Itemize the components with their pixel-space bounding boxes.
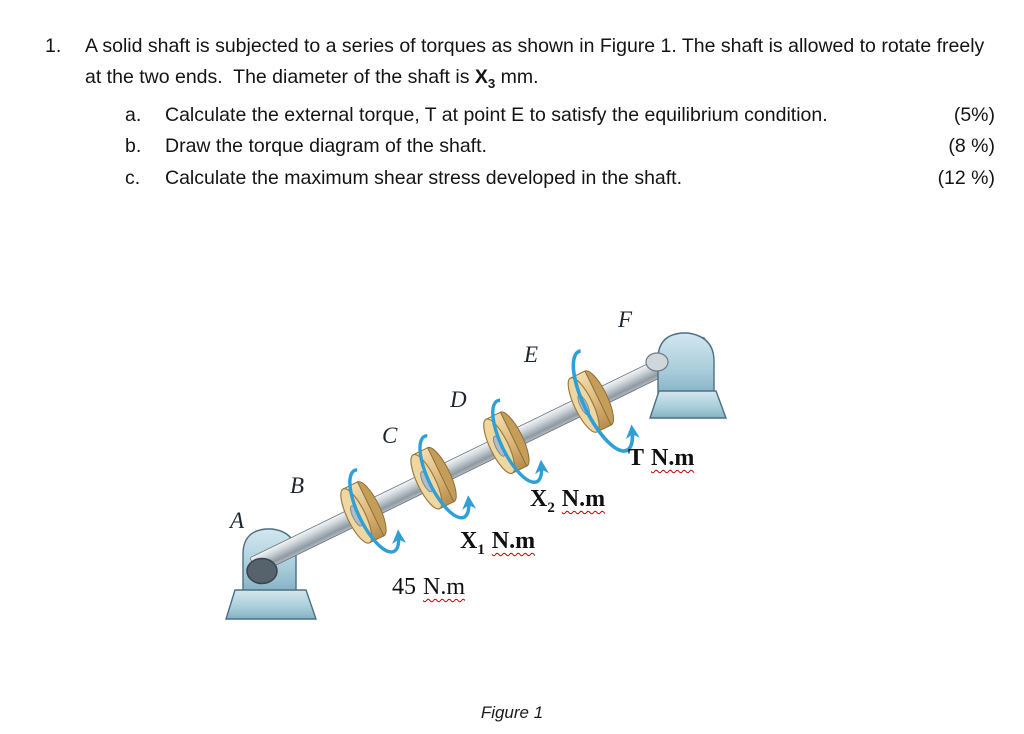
sub-question-c: [125, 163, 995, 195]
item-letter-b: b.: [125, 135, 142, 158]
item-marks-b: (8 %): [948, 135, 995, 158]
sub-question-a: [125, 100, 995, 132]
torque-label-X1Nm: $X_1$ N.m: [460, 528, 536, 558]
point-label-D: D: [450, 387, 467, 412]
item-text-c: Calculate the maximum shear stress developed in the shaft.: [165, 166, 683, 189]
support-F: [646, 333, 726, 418]
sub-question-b: [125, 131, 995, 163]
item-text-a: Calculate the external torque, T at point E to satisfy the equilibrium condition.: [165, 103, 828, 126]
diameter-symbol: $X_3$: [474, 66, 496, 91]
item-marks-c: (12 %): [937, 166, 995, 189]
problem-intro: [45, 31, 995, 99]
point-label-F: F: [618, 307, 633, 332]
problem-statement: [45, 31, 995, 194]
point-label-B: B: [290, 473, 305, 498]
intro-text-after: mm.: [495, 66, 539, 88]
torque-label-45Nm: 45 N.m: [392, 574, 465, 600]
figure-1: [210, 298, 730, 643]
question-number: 1.: [45, 35, 62, 57]
torque-label-X2Nm: $X_2$ N.m: [530, 486, 606, 516]
sub-questions: [125, 100, 995, 195]
shaft-end-cap-A: [247, 559, 277, 584]
item-marks-a: (5%): [953, 103, 995, 126]
figure-caption: Figure 1: [480, 703, 544, 722]
intro-text-before: A solid shaft is subjected to a series of torques as shown in Figure 1. The shaft is allowed to rotate freely at the two ends. The diameter of the shaft is: [85, 35, 985, 88]
item-letter-a: a.: [125, 103, 142, 126]
point-label-C: C: [382, 423, 398, 448]
point-label-A: A: [230, 508, 245, 533]
question-text: [85, 31, 995, 99]
torque-label-TNm: T N.m: [628, 445, 695, 471]
item-text-b: Draw the torque diagram of the shaft.: [165, 135, 487, 158]
shaft-end-cap-F: [646, 353, 668, 371]
point-label-E: E: [524, 342, 539, 367]
item-letter-c: c.: [125, 166, 141, 189]
